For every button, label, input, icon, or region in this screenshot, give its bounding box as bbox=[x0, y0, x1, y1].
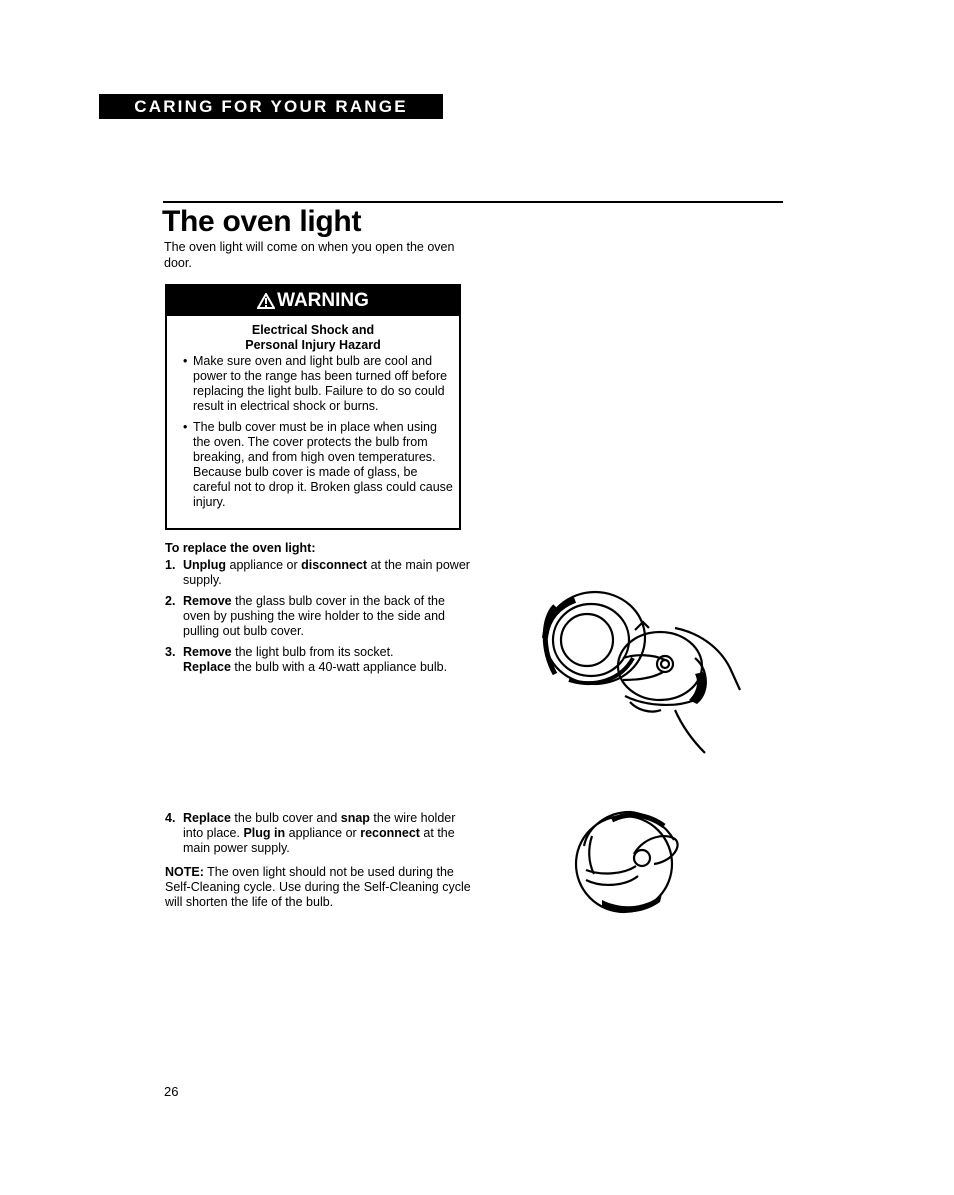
warning-list bbox=[181, 354, 453, 516]
warning-header bbox=[167, 286, 459, 316]
page-title: The oven light bbox=[162, 205, 362, 238]
page-number: 26 bbox=[164, 1084, 179, 1099]
warning-item: • Make sure oven and light bulb are cool and power to the range has been turned off before replacing the light bulb. Failure to do so could result in electrical shock or burns. bbox=[183, 354, 448, 413]
bullet-icon: • bbox=[183, 354, 188, 368]
bulb-removal-illustration bbox=[525, 588, 755, 758]
step-item: 1. Unplug appliance or disconnect at the main power supply. bbox=[165, 558, 470, 587]
warning-item: • The bulb cover must be in place when using the oven. The cover protects the bulb from breaking, and from high oven temperatures. Because bulb cover is made of glass, be careful not to drop it. Broken glass could cause injury. bbox=[183, 420, 453, 509]
step-item: 4. Replace the bulb cover and snap the wire holder into place. Plug in appliance or reconnect at the main power supply. bbox=[165, 811, 456, 855]
warning-label: WARNING bbox=[277, 290, 369, 311]
step-item: 2. Remove the glass bulb cover in the back of the oven by pushing the wire holder to the side and pulling out bulb cover. bbox=[165, 594, 445, 638]
step-item: 3. Remove the light bulb from its socket. Replace the bulb with a 40-watt appliance bulb. bbox=[165, 645, 448, 674]
hazard-title: Electrical Shock and Personal Injury Hazard bbox=[245, 323, 381, 352]
warning-triangle-icon bbox=[257, 293, 275, 309]
warning-box bbox=[165, 284, 461, 530]
steps-list bbox=[165, 558, 475, 681]
bullet-icon: • bbox=[183, 420, 188, 434]
section-banner: CARING FOR YOUR RANGE bbox=[99, 94, 443, 119]
steps-heading: To replace the oven light: bbox=[165, 541, 316, 555]
note-text: NOTE: The oven light should not be used during the Self-Cleaning cycle. Use during the Self-Cleaning cycle will shorten the life of the bulb. bbox=[165, 865, 471, 909]
bulb-cover-illustration bbox=[572, 806, 682, 916]
intro-text: The oven light will come on when you open the oven door. bbox=[164, 240, 455, 270]
